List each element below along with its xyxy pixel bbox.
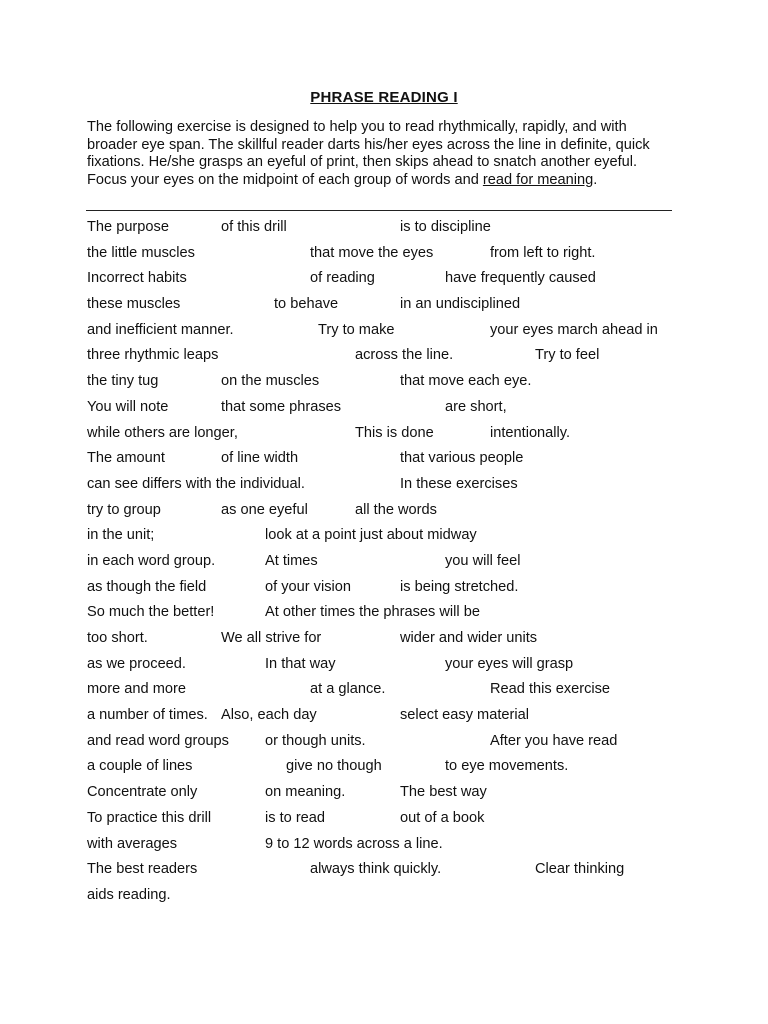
phrase-group: that various people [400, 450, 524, 467]
phrase-group: and inefficient manner. [87, 321, 234, 338]
phrase-group: of line width [221, 450, 299, 467]
phrase-group: intentionally. [490, 424, 571, 441]
phrase-group: aids reading. [87, 886, 171, 903]
phrase-group: Clear thinking [535, 861, 625, 878]
phrase-group: is to discipline [400, 219, 491, 235]
drill-line [0, 321, 768, 347]
phrase-group: these muscles [87, 296, 181, 313]
phrase-group: while others are longer, [87, 424, 238, 441]
phrase-group: have frequently caused [445, 270, 596, 287]
phrase-group: The purpose [87, 219, 169, 235]
phrase-group: at a glance. [310, 681, 386, 698]
phrase-group: The amount [87, 450, 165, 467]
phrase-group: your eyes march ahead in [490, 321, 658, 338]
phrase-group: your eyes will grasp [445, 655, 574, 672]
phrase-group: always think quickly. [310, 861, 442, 878]
phrase-group: is being stretched. [400, 578, 519, 595]
phrase-group: too short. [87, 630, 148, 646]
phrase-group: Try to make [318, 321, 395, 338]
intro-paragraph [87, 119, 687, 189]
phrase-group: and read word groups [87, 732, 229, 749]
drill-line [0, 629, 768, 655]
drill-line [0, 346, 768, 372]
phrase-group: in each word group. [87, 552, 216, 569]
drill-line [0, 809, 768, 835]
phrase-group: out of a book [400, 809, 485, 826]
phrase-group: Concentrate only [87, 784, 198, 801]
phrase-drill [0, 218, 768, 912]
phrase-group: To practice this drill [87, 809, 212, 826]
phrase-group: that move the eyes [310, 244, 434, 261]
phrase-group: in an undisciplined [400, 296, 521, 313]
phrase-group: with averages [87, 835, 178, 852]
phrase-group: You will note [87, 398, 169, 415]
phrase-group: Also, each day [221, 707, 317, 724]
phrase-group: a number of times. [87, 707, 208, 724]
drill-line [0, 295, 768, 321]
phrase-group: across the line. [355, 347, 454, 364]
phrase-group: Try to feel [535, 347, 600, 364]
drill-line [0, 603, 768, 629]
phrase-group: At other times the phrases will be [265, 604, 480, 621]
phrase-group: We all strive for [221, 630, 322, 646]
drill-line [0, 783, 768, 809]
phrase-group: on meaning. [265, 784, 346, 801]
phrase-group: more and more [87, 681, 186, 698]
phrase-group: The best readers [87, 861, 198, 878]
phrase-group: At times [265, 552, 318, 569]
phrase-group: of this drill [221, 219, 287, 235]
phrase-group: to behave [274, 296, 339, 313]
drill-line [0, 860, 768, 886]
phrase-group: to eye movements. [445, 758, 569, 775]
phrase-group: select easy material [400, 707, 529, 724]
phrase-group: Incorrect habits [87, 270, 187, 287]
drill-line [0, 680, 768, 706]
page-title: PHRASE READING I [310, 89, 458, 106]
drill-line [0, 706, 768, 732]
phrase-group: or though units. [265, 732, 366, 749]
drill-line [0, 886, 768, 912]
drill-line [0, 475, 768, 501]
drill-line [0, 757, 768, 783]
horizontal-divider [86, 210, 672, 211]
phrase-group: a couple of lines [87, 758, 193, 775]
phrase-group: Read this exercise [490, 681, 611, 698]
phrase-group: In these exercises [400, 475, 518, 492]
intro-line-4-period: . [593, 171, 598, 188]
phrase-group: the little muscles [87, 244, 195, 261]
drill-line [0, 218, 768, 244]
drill-line [0, 732, 768, 758]
drill-line [0, 835, 768, 861]
drill-line [0, 526, 768, 552]
phrase-group: look at a point just about midway [265, 527, 477, 544]
read-for-meaning-underlined: read for meaning [482, 171, 594, 188]
drill-line [0, 244, 768, 270]
drill-line [0, 269, 768, 295]
drill-line [0, 449, 768, 475]
intro-line-3: fixations. He/she grasps an eyeful of print, then skips ahead to snatch another eyeful. [87, 154, 638, 170]
phrase-group: After you have read [490, 732, 618, 749]
phrase-group: on the muscles [221, 373, 320, 390]
phrase-group: can see differs with the individual. [87, 475, 305, 492]
phrase-group: as we proceed. [87, 655, 186, 672]
phrase-group: that some phrases [221, 398, 342, 415]
phrase-group: In that way [265, 655, 336, 672]
phrase-group: as one eyeful [221, 501, 308, 518]
phrase-group: try to group [87, 501, 161, 518]
phrase-group: from left to right. [490, 244, 596, 261]
phrase-group: is to read [265, 809, 326, 826]
phrase-group: all the words [355, 501, 437, 518]
drill-line [0, 552, 768, 578]
drill-line [0, 398, 768, 424]
intro-line-1: The following exercise is designed to help you to read rhythmically, rapidly, and with [87, 119, 627, 135]
drill-line [0, 372, 768, 398]
intro-line-4 [87, 172, 687, 190]
phrase-group: you will feel [445, 552, 521, 569]
phrase-group: in the unit; [87, 527, 155, 544]
phrase-group: three rhythmic leaps [87, 347, 219, 364]
intro-line-2: broader eye span. The skillful reader darts his/her eyes across the line in definite, quick [87, 136, 650, 153]
phrase-group: as though the field [87, 578, 207, 595]
drill-line [0, 655, 768, 681]
phrase-group: of your vision [265, 578, 351, 595]
intro-line-4-text: Focus your eyes on the midpoint of each group of words and [87, 171, 483, 188]
phrase-group: of reading [310, 270, 375, 287]
phrase-group: So much the better! [87, 604, 215, 621]
phrase-group: are short, [445, 398, 507, 415]
phrase-group: 9 to 12 words across a line. [265, 835, 443, 852]
drill-line [0, 424, 768, 450]
phrase-group: the tiny tug [87, 373, 159, 390]
phrase-group: This is done [355, 424, 434, 441]
phrase-group: give no though [286, 758, 382, 775]
drill-line [0, 578, 768, 604]
phrase-group: The best way [400, 784, 487, 801]
phrase-group: wider and wider units [400, 630, 538, 646]
phrase-group: that move each eye. [400, 373, 532, 390]
drill-line [0, 501, 768, 527]
